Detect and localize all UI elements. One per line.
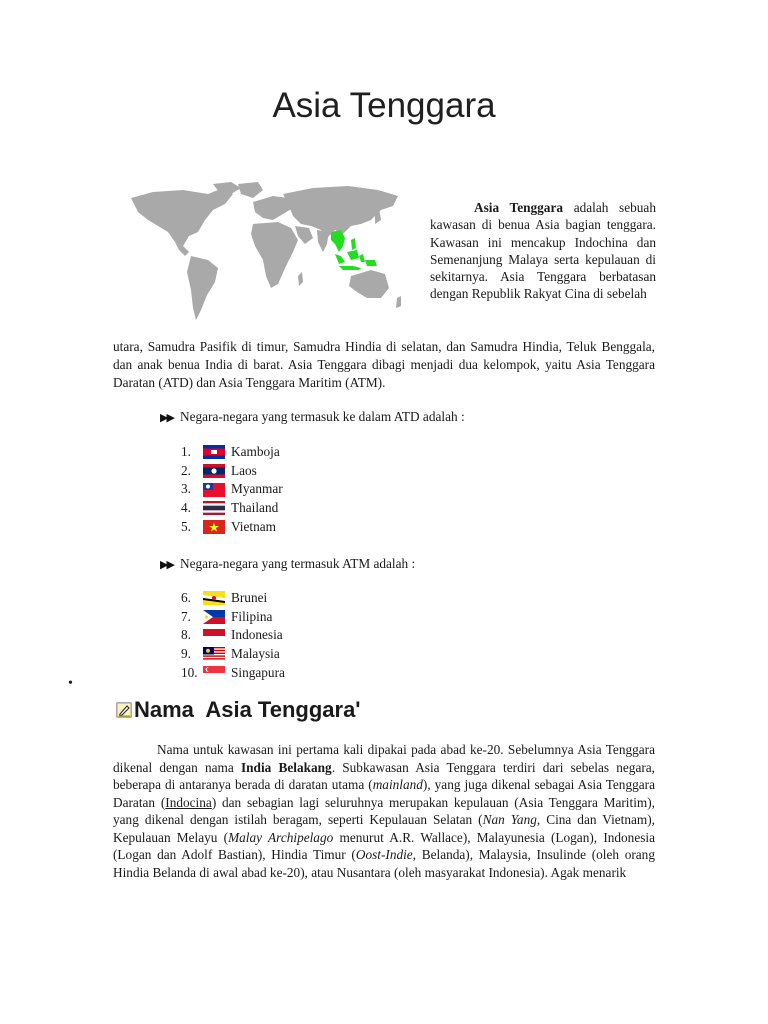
intro-paragraph-top	[430, 199, 656, 303]
italic-term: Malay Archipelago	[228, 829, 334, 845]
text-run: , Cina dan Vietnam), Kepulauan Melayu (	[113, 812, 656, 845]
atd-list	[181, 443, 283, 536]
list-number: 10.	[181, 664, 198, 680]
italic-term: mainland	[372, 777, 423, 792]
list-number: 1.	[181, 444, 191, 459]
atm-list	[181, 589, 285, 682]
intro-right-text: adalah sebuah kawasan di benua Asia bagian tenggara. Kawasan ini mencakup Indochina dan Semenanjung Malaya serta kepulauan di sekitarnya. Asia Tenggara berbatasan dengan Republik Rakyat Cina di sebelah	[430, 200, 656, 302]
list-item	[181, 518, 283, 537]
page-title: Asia Tenggara	[272, 86, 496, 125]
double-arrow-icon: ▶▶	[160, 559, 173, 571]
country-name: Singapura	[231, 664, 285, 680]
list-number: 4.	[181, 500, 191, 516]
list-number: 7.	[181, 608, 191, 624]
laos-flag-icon	[203, 464, 225, 478]
intro-paragraph-bottom: utara, Samudra Pasifik di timur, Samudra Hindia di selatan, dan Samudra Hindia, Teluk Benggala, dan anak benua India di barat. Asia Tenggara dibagi menjadi dua kelompok, yaitu Asia Tenggara Daratan (ATD) dan Asia Tenggara Maritim (ATM).	[113, 339, 655, 390]
text-run: ) dan sebagian lagi seluruhnya merupakan kepulauan (Asia Tenggara Maritim), yang dikenal dengan istilah beragam, seperti Kepulauan Selatan (	[113, 794, 655, 827]
country-name: Laos	[231, 462, 257, 478]
myanmar-flag-icon	[203, 483, 225, 497]
singapore-flag-icon	[203, 666, 225, 680]
cambodia-flag-icon	[203, 445, 225, 459]
list-number: 8.	[181, 627, 191, 643]
list-item	[181, 626, 285, 645]
indonesia-flag-icon	[203, 629, 225, 643]
atd-heading-line	[160, 409, 465, 425]
list-item	[181, 462, 283, 481]
document-edit-icon	[116, 702, 132, 718]
list-number: 9.	[181, 646, 191, 662]
list-item	[181, 480, 283, 499]
bullet-point: •	[68, 676, 73, 691]
section-paragraph	[113, 741, 655, 881]
atm-heading-line	[160, 556, 415, 572]
list-item	[181, 499, 283, 518]
text-run: ), yang juga dikenal sebagai Asia Tenggara Daratan (	[113, 777, 655, 810]
list-item	[181, 443, 283, 462]
text-run: . Subkawasan Asia Tenggara terdiri dari sebelas negara, beberapa di antaranya berada di daratan utama (	[113, 759, 655, 792]
bold-term: India Belakang	[240, 759, 332, 775]
text-run: Nama untuk kawasan ini pertama kali dipakai pada abad ke-20. Sebelumnya Asia Tenggara dikenal dengan nama	[113, 742, 655, 775]
country-name: Myanmar	[231, 481, 283, 497]
country-name: Filipina	[231, 608, 273, 624]
brunei-flag-icon	[203, 591, 225, 605]
text-run: menurut A.R. Wallace), Malayunesia (Logan), Indonesia (Logan dan Adolf Bastian), Hindia Timur (	[113, 829, 656, 862]
section-heading	[116, 697, 361, 723]
country-name: Kamboja	[231, 444, 280, 459]
list-number: 2.	[181, 462, 191, 478]
country-name: Vietnam	[231, 518, 276, 534]
section-heading-text: Nama Asia Tenggara'	[134, 697, 361, 722]
list-number: 3.	[181, 481, 191, 497]
list-number: 6.	[181, 590, 191, 605]
list-number: 5.	[181, 518, 191, 534]
atm-heading: Negara-negara yang termasuk ATM adalah :	[180, 556, 416, 571]
thailand-flag-icon	[203, 501, 225, 515]
philippines-flag-icon	[203, 610, 225, 624]
country-name: Malaysia	[231, 646, 280, 662]
italic-term: Nan Yang	[482, 812, 537, 827]
list-item	[181, 608, 285, 627]
country-name: Brunei	[231, 590, 268, 605]
malaysia-flag-icon	[203, 647, 225, 661]
atd-heading: Negara-negara yang termasuk ke dalam ATD adalah :	[180, 409, 465, 424]
italic-term: Oost-Indie	[355, 847, 413, 862]
text-run: , Belanda), Malaysia, Insulinde (oleh orang Hindia Belanda di awal abad ke-20), atau Nusantara (oleh masyarakat Indonesia). Agak menarik	[113, 847, 655, 880]
country-name: Indonesia	[231, 627, 283, 643]
country-name: Thailand	[231, 500, 279, 516]
list-item	[181, 664, 285, 683]
indocina-link[interactable]: Indocina	[165, 794, 212, 810]
intro-lead-bold: Asia Tenggara	[474, 200, 563, 215]
list-item	[181, 645, 285, 664]
list-item	[181, 589, 285, 608]
world-map-image	[113, 180, 408, 335]
vietnam-flag-icon	[203, 520, 225, 534]
double-arrow-icon: ▶▶	[160, 412, 173, 424]
